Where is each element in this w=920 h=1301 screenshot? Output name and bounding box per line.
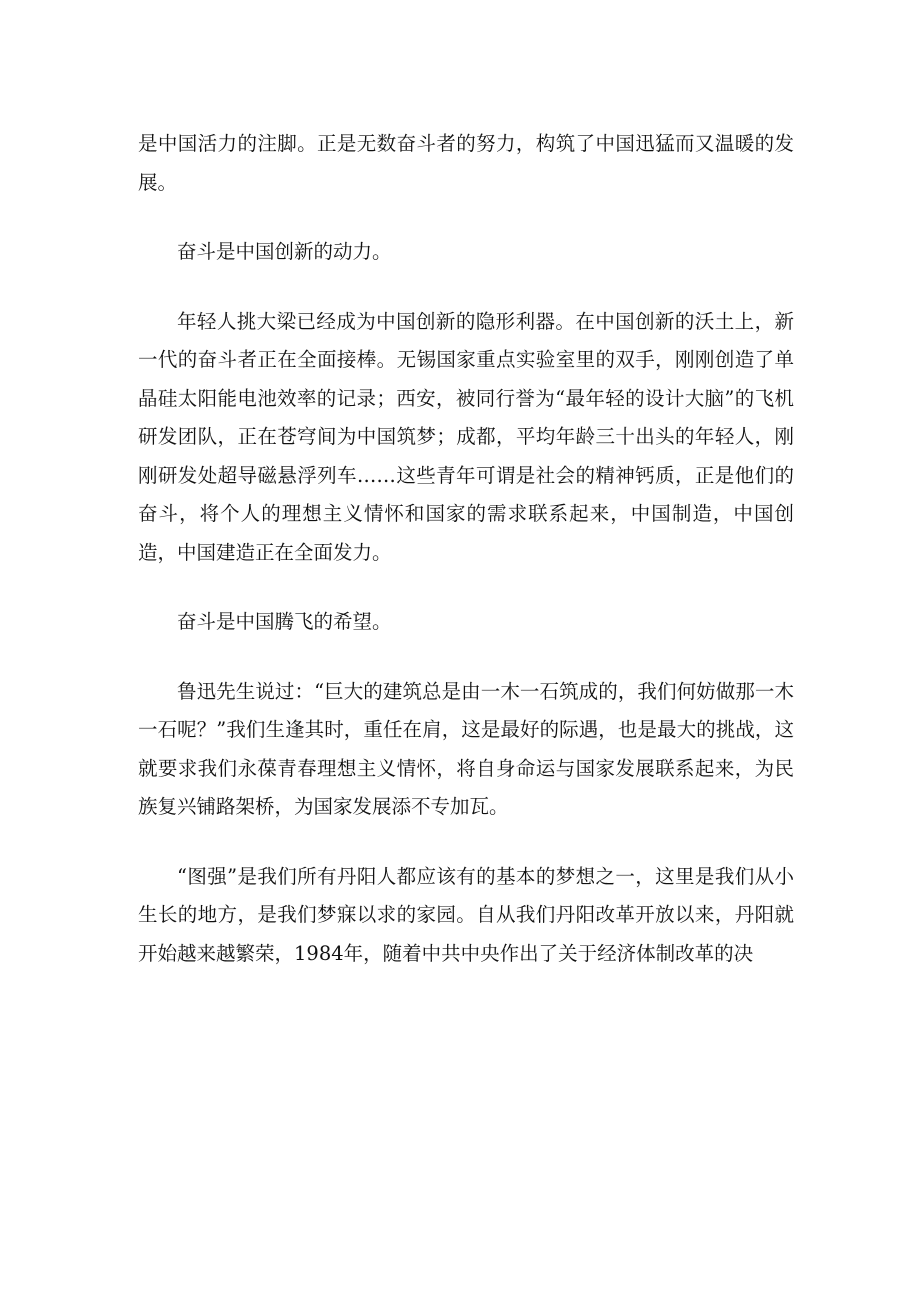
paragraph-1: 是中国活力的注脚。正是无数奋斗者的努力，构筑了中国迅猛而又温暖的发展。 [138,132,794,194]
paragraph-4-heading: 奋斗是中国腾飞的希望。 [177,610,392,633]
paragraph-3: 年轻人挑大梁已经成为中国创新的隐形利器。在中国创新的沃土上，新一代的奋斗者正在全面接棒。无锡国家重点实验室里的双手，刚刚创造了单晶硅太阳能电池效率的记录；西安，被同行誉为“最年轻的设计大脑”的飞机研发团队，正在苍穹间为中国筑梦；成都，平均年龄三十出头的年轻人，刚刚研发处超导磁悬浮列车……这些青年可谓是社会的精神钙质，正是他们的奋斗，将个人的理想主义情怀和国家的需求联系起来，中国制造，中国创造，中国建造正在全面发力。 [138,309,794,564]
paragraph-6: “图强”是我们所有丹阳人都应该有的基本的梦想之一，这里是我们从小生长的地方，是我们梦寐以求的家园。自从我们丹阳改革开放以来，丹阳就开始越来越繁荣，1984年，随着中共中央作出了关于经济体制改革的决 [138,864,794,965]
paragraph-5: 鲁迅先生说过：“巨大的建筑总是由一木一石筑成的，我们何妨做那一木一石呢？”我们生逢其时，重任在肩，这是最好的际遇，也是最大的挑战，这就要求我们永葆青春理想主义情怀，将自身命运与国家发展联系起来，为民族复兴铺路架桥，为国家发展添不专加瓦。 [138,679,794,818]
document-page [138,125,794,1004]
paragraph-2-heading: 奋斗是中国创新的动力。 [177,240,392,263]
